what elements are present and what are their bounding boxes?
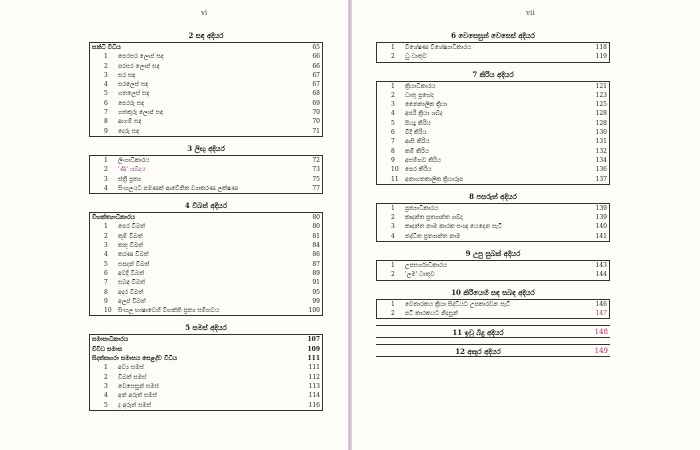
toc-column	[89, 30, 323, 411]
toc-entry[interactable]: 3 වෙසෙසුන් සමස් 113	[104, 382, 320, 390]
toc-entry[interactable]: 4 අන් අරුත් සමස් 114	[104, 392, 320, 400]
toc-section	[89, 200, 323, 316]
toc-section	[376, 287, 610, 320]
toc-section	[376, 69, 610, 185]
toc-entry[interactable]: 9 අලප් විබත් 99	[104, 297, 320, 305]
toc-entry[interactable]: 1 ප්‍රත්‍යාධිකාරය 139	[391, 204, 607, 212]
section-heading: 3 ලිඟු අදියර	[89, 143, 323, 156]
section-entries	[89, 156, 323, 194]
section-heading: 7 කිරිය අදියර	[376, 69, 610, 82]
toc-entry-heading[interactable]: 11 ඉවු බිදු අදියර 148	[376, 325, 610, 338]
section-entries	[376, 82, 610, 185]
toc-entry[interactable]: 4 අපරි ක්‍රියා ශබ්ද 128	[391, 110, 607, 118]
toc-section	[89, 30, 323, 137]
toc-entry[interactable]: 4 සරලෙස් සඳ 67	[104, 81, 320, 89]
toc-section	[376, 30, 610, 63]
toc-entry[interactable]: 2 කුම් විබත් 81	[104, 232, 320, 240]
toc-entry[interactable]: 7 ගතකුරු ලොප් සඳ 70	[104, 109, 320, 117]
toc-entry[interactable]: 2 කෘදන්ත ප්‍රත්‍යාන්ත ශබ්ද 139	[391, 214, 607, 222]
toc-entry[interactable]: 10 සිංහල භාෂාවෙහි විභක්ති ප්‍රත්‍ය සම්භවය 100	[104, 307, 320, 315]
toc-entry[interactable]: 8 කම් කිරිය 132	[391, 147, 607, 155]
section-heading: 8 පසරුත් අදියර	[376, 191, 610, 204]
toc-entry[interactable]: 6 අවදි විබත් 89	[104, 269, 320, 277]
toc-entry[interactable]: 11 අනාගතකාලික ක්‍රියාරූප 137	[391, 175, 607, 183]
toc-entry[interactable]: 6 පෙරරු සඳ 69	[104, 99, 320, 107]
toc-entry[interactable]: 2 පටි කාරකයට නිදසුන් 147	[391, 309, 607, 317]
section-entries	[89, 43, 323, 137]
toc-entry[interactable]: 5 පියදු කිරිය 128	[391, 119, 607, 127]
toc-entry[interactable]: 2 'ලම' ධාතුව 144	[391, 271, 607, 279]
toc-entry[interactable]: 3 කතු විබත් 84	[104, 242, 320, 250]
right-page	[352, 0, 700, 450]
toc-entry[interactable]: 1 උපසර්ගාධිකාරය 143	[391, 262, 607, 270]
section-heading: 4 විබත් අදියර	[89, 200, 323, 213]
toc-entry[interactable]: 10 පෙර කිරිය 136	[391, 166, 607, 174]
toc-entry[interactable]: 7 සබඳ විබත් 91	[104, 279, 320, 287]
left-page	[0, 0, 349, 450]
toc-entry-plain[interactable]: සමාසාධිකාරය 107	[92, 336, 320, 344]
toc-entry-heading[interactable]: 12 අකුර අදියර 149	[376, 344, 610, 357]
toc-entry[interactable]: 2 'ණී' ශබ්දය 73	[104, 166, 320, 174]
toc-entry[interactable]: 2 ධාතු ප්‍රභේද 123	[391, 91, 607, 99]
section-entries	[89, 335, 323, 410]
toc-entry[interactable]: 9 දෙරු සඳ 71	[104, 127, 320, 135]
toc-entry[interactable]: 1 වෙතාරකය ක්‍රියා සිද්ධියට උපකාරවන සැටි 146	[391, 300, 607, 308]
toc-section	[376, 248, 610, 281]
toc-entry[interactable]: 8 ආගම් සඳ 70	[104, 118, 320, 126]
toc-entry[interactable]: 5 ගතලෙස් සඳ 68	[104, 90, 320, 98]
toc-section	[89, 143, 323, 194]
toc-entry[interactable]: 3 සර සඳ 67	[104, 71, 320, 79]
section-heading: 10 කිරියෙහි සඳ සබඳ අදියර	[376, 287, 610, 300]
section-entries	[376, 261, 610, 281]
toc-section	[376, 191, 610, 242]
toc-entry[interactable]: 5 සපදන් විබත් 87	[104, 260, 320, 268]
toc-entry[interactable]: 1 පෙර විබත් 80	[104, 223, 320, 231]
toc-section	[376, 325, 610, 338]
toc-entry-plain[interactable]: විවිධ සමාස 109	[92, 345, 320, 353]
toc-entry[interactable]: 5 ද අරුත් සමස් 116	[104, 401, 320, 409]
section-heading: 9 උපු සුබක් අදියර	[376, 248, 610, 261]
toc-entry[interactable]: 4 සිංහලයට පමණක් ආවේනික ව්‍යාකරණ ලක්ෂණ 77	[104, 184, 320, 192]
toc-entry[interactable]: 9 අසම්භව කිරිය 134	[391, 156, 607, 164]
toc-entry[interactable]: 2 විබත් සමස් 112	[104, 373, 320, 381]
section-heading: 2 සඳ අදියර	[89, 30, 323, 43]
section-heading: 5 සමස් අදියර	[89, 322, 323, 335]
toc-entry[interactable]: 3 ස්ත්‍රී ප්‍රත්‍ය 75	[104, 175, 320, 183]
section-entries	[376, 43, 610, 63]
toc-entry[interactable]: 1 පෙරසර ලොප් සඳ 66	[104, 53, 320, 61]
toc-entry-plain[interactable]: සිදත්සඟරා සමාසය පෙළද්ව විධිය 111	[92, 355, 320, 363]
toc-entry[interactable]: 7 ආසි කිරිය 131	[391, 138, 607, 146]
section-heading: 6 වෙසෙසුන් වෙසෙස් අදියර	[376, 30, 610, 43]
toc-entry[interactable]: 3 කෘදන්ත නාම කාරක සංඥ යෙදෙන සැටි 140	[391, 223, 607, 231]
toc-entry[interactable]: 1 විශේෂණ විශේෂ්‍යාධිකාරය 118	[391, 44, 607, 51]
toc-entry[interactable]: 4 කරණ විබත් 86	[104, 251, 320, 259]
toc-section	[89, 322, 323, 410]
toc-section	[376, 344, 610, 357]
page-number: vii	[526, 9, 535, 17]
toc-column	[376, 30, 610, 357]
toc-entry[interactable]: 2 පරසර ලොප් සඳ 66	[104, 62, 320, 70]
toc-entry[interactable]: 4 තද්ධිත ප්‍රත්‍යාන්ත නාම 141	[391, 232, 607, 240]
toc-entry[interactable]: 8 අදර විබත් 95	[104, 288, 320, 296]
toc-entry[interactable]: 1 ක්‍රියාධිකාරය 121	[391, 82, 607, 90]
toc-entry-intro[interactable]: විභක්ත්‍යාධිකාරය 80	[92, 214, 320, 222]
page-number: vi	[201, 9, 208, 17]
section-entries	[89, 213, 323, 316]
toc-entry[interactable]: 3 නෛකාලික ක්‍රියා 125	[391, 101, 607, 109]
section-entries	[376, 300, 610, 320]
toc-entry[interactable]: 6 විදි කිරිය 130	[391, 129, 607, 137]
toc-entry[interactable]: 1 ලිංගාධිකාරය 72	[104, 156, 320, 164]
section-entries	[376, 204, 610, 242]
toc-entry[interactable]: 2 ධු ධාතුව 119	[391, 53, 607, 61]
toc-entry-intro[interactable]: සන්ධි විධිය 65	[92, 44, 320, 51]
toc-entry[interactable]: 1 අව්‍ය සමස් 111	[104, 364, 320, 372]
